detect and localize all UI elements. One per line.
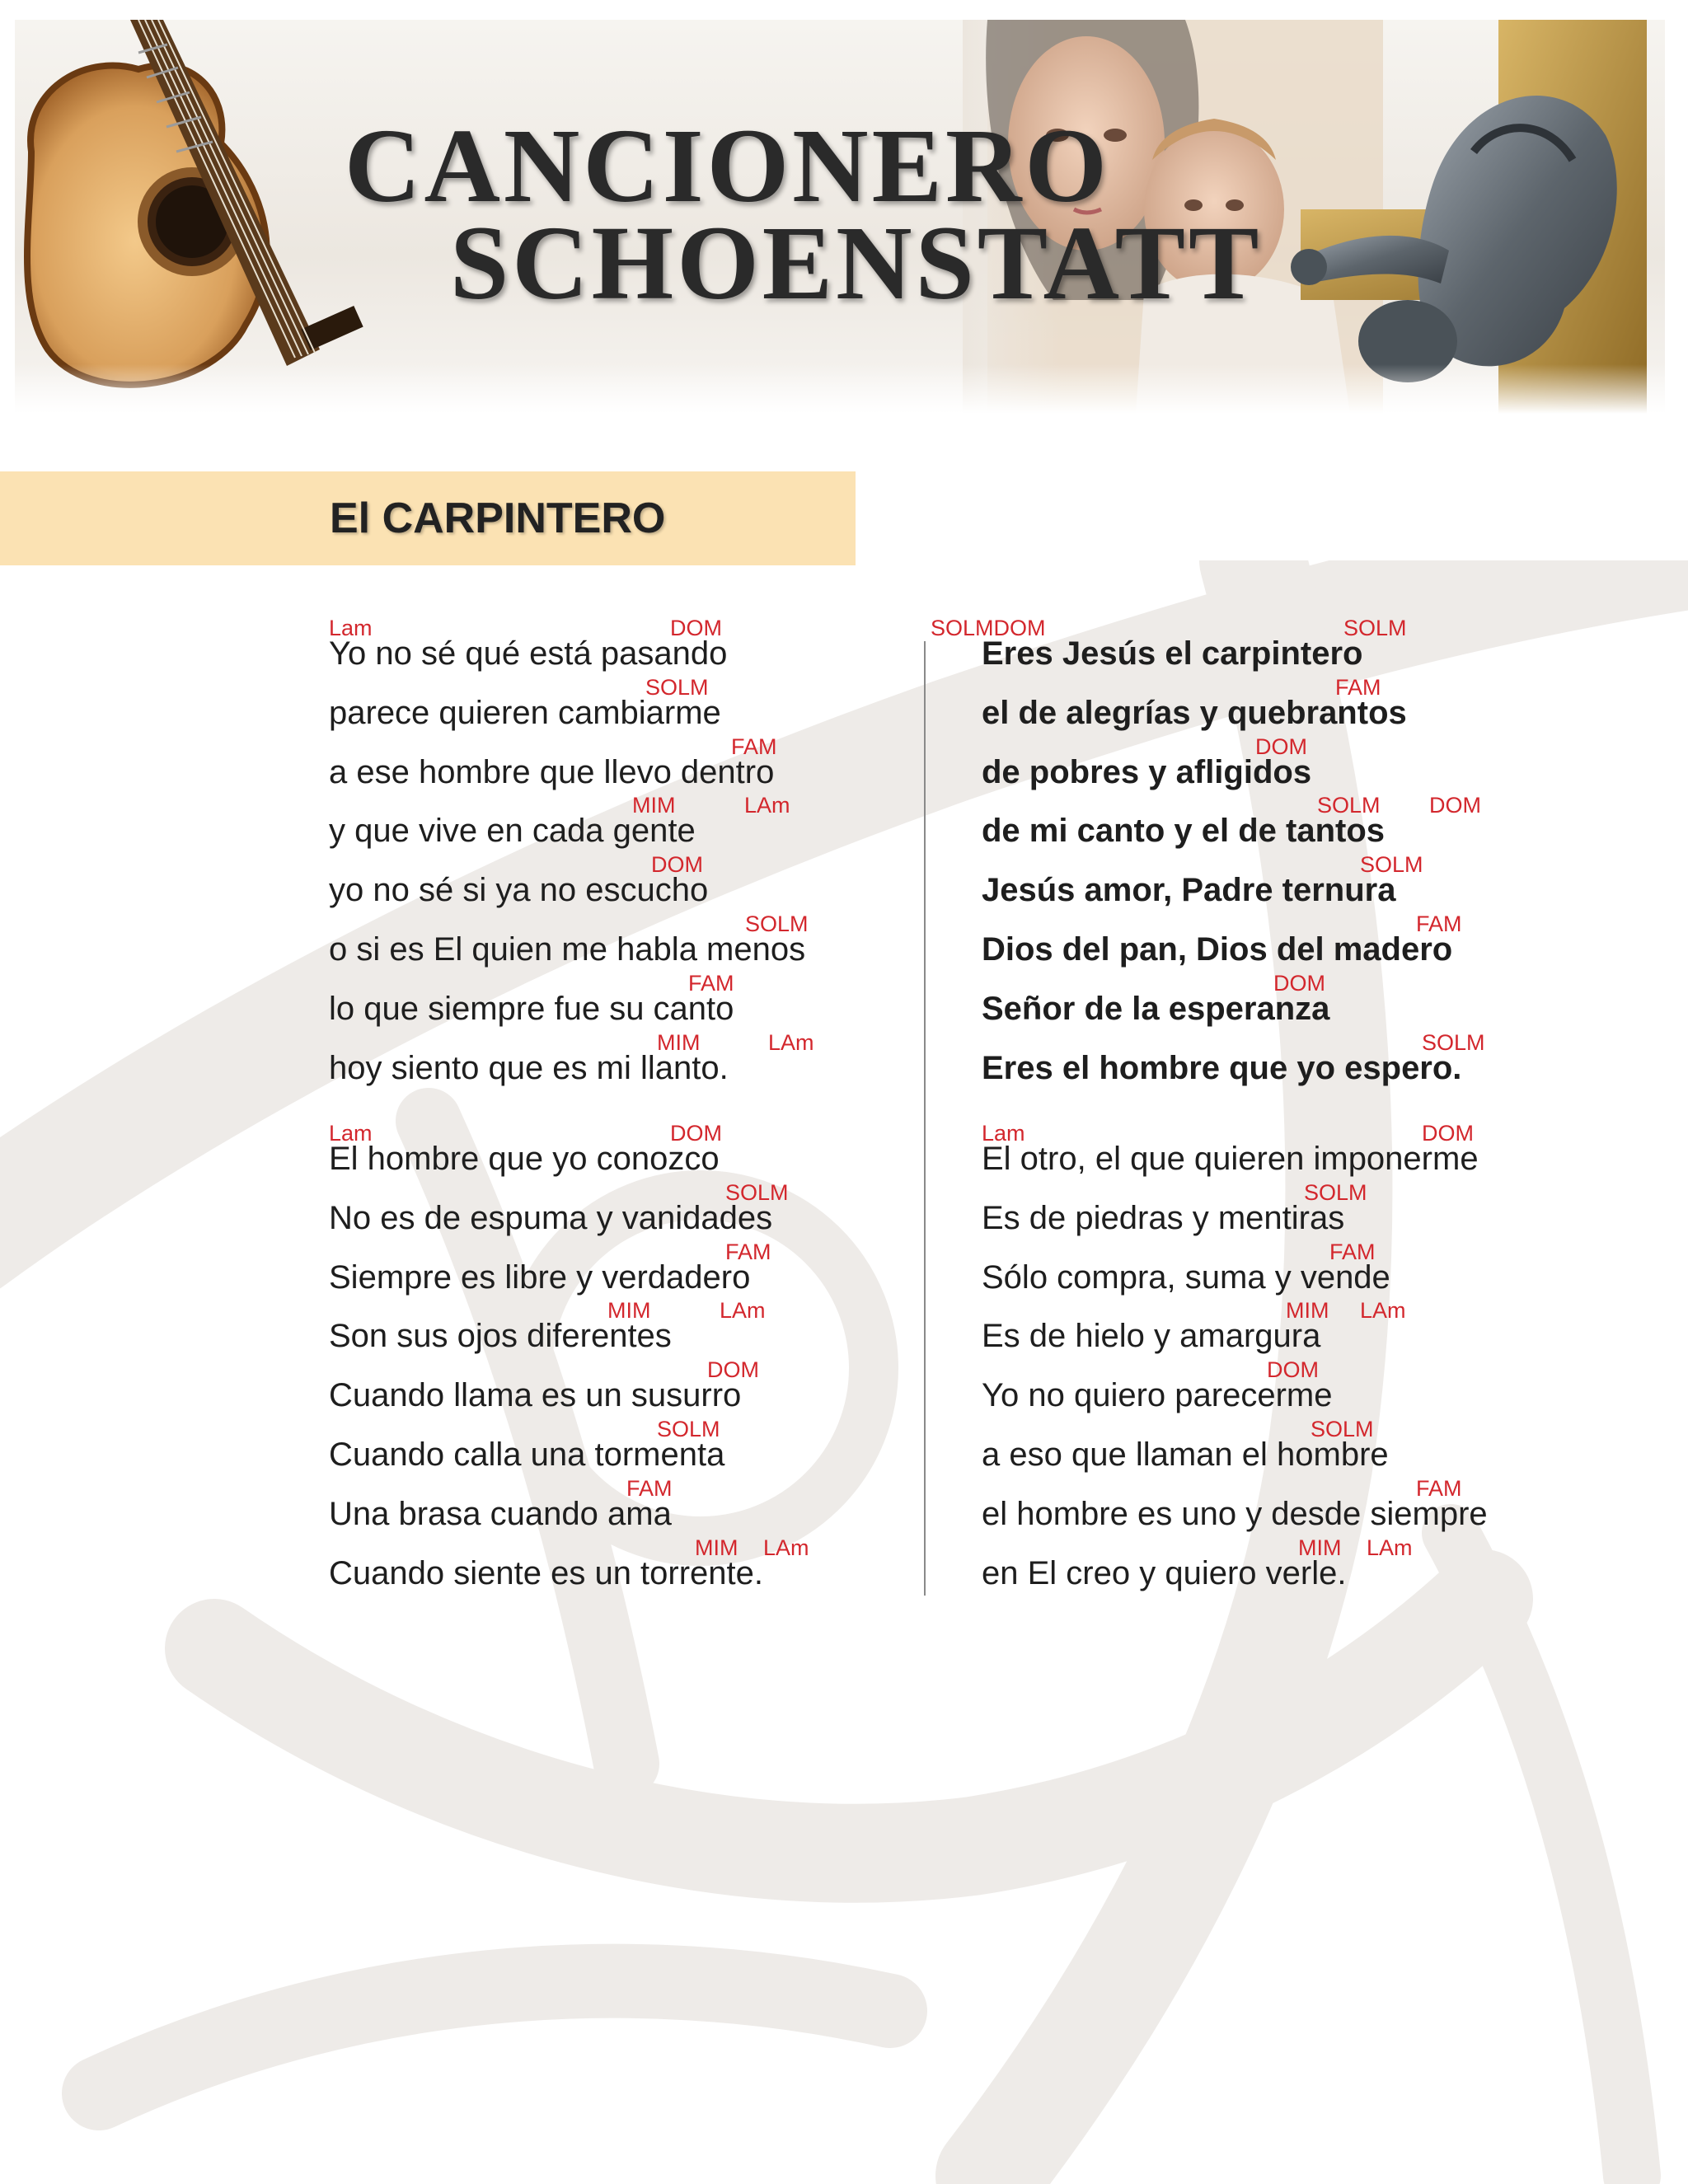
chord: LAm xyxy=(1367,1535,1413,1560)
lyric-text: Es de piedras y mentiras xyxy=(982,1199,1345,1236)
lyric-text: el hombre es uno y desde siempre xyxy=(982,1495,1488,1532)
chord: SOLM xyxy=(645,674,709,700)
lyric-text: o si es El quien me habla menos xyxy=(329,930,806,968)
song-title: El CARPINTERO xyxy=(330,494,666,542)
songbook-title-line2: SCHOENSTATT xyxy=(450,204,1263,321)
lyric-text: Sólo compra, suma y vende xyxy=(982,1258,1390,1296)
lyric-text: Yo no quiero parecerme xyxy=(982,1377,1333,1414)
lyric-text: Dios del pan, Dios del madero xyxy=(982,930,1453,968)
chord: Lam xyxy=(329,1121,373,1146)
chord: SOLM xyxy=(1360,852,1423,878)
lyric-text: en El creo y quiero verle. xyxy=(982,1554,1347,1591)
songbook-title-line1: CANCIONERO xyxy=(345,107,1110,224)
chord: FAM xyxy=(688,970,734,996)
chord: DOM xyxy=(1429,793,1481,818)
chord: MIM xyxy=(607,1298,651,1324)
chord: SOLM xyxy=(1422,1029,1485,1055)
chord: SOLM xyxy=(725,1179,789,1205)
chord: DOM xyxy=(1273,970,1325,996)
banner-fade xyxy=(15,364,1665,414)
lyric-text: Siempre es libre y verdadero xyxy=(329,1258,751,1296)
chord: DOM xyxy=(670,616,722,640)
lyric-text: Eres el hombre que yo espero. xyxy=(982,1049,1462,1086)
lyric-text: Cuando llama es un susurro xyxy=(329,1377,742,1414)
chord: LAm xyxy=(1360,1298,1406,1324)
lyric-text: el de alegrías y quebrantos xyxy=(982,694,1407,731)
guitar-image xyxy=(27,20,363,385)
chord: SOLM xyxy=(1343,616,1407,640)
chord: SOLM xyxy=(1304,1179,1367,1205)
lyric-text: de pobres y afligidos xyxy=(982,753,1312,790)
chord: MIM xyxy=(1298,1535,1342,1560)
chord: SOLM xyxy=(657,1416,720,1441)
chord: LAm xyxy=(768,1029,814,1055)
chord: MIM xyxy=(1286,1298,1329,1324)
songbook-title xyxy=(345,107,1263,321)
chord: SOLM xyxy=(745,911,809,936)
chord: MIM xyxy=(695,1535,738,1560)
song-title-bar xyxy=(0,471,856,565)
lyric-text: lo que siempre fue su canto xyxy=(329,990,734,1027)
lyric-text: hoy siento que es mi llanto. xyxy=(329,1049,729,1086)
chord: FAM xyxy=(1416,911,1462,936)
column-divider xyxy=(924,641,926,1596)
lyric-text: de mi canto y el de tantos xyxy=(982,813,1386,850)
lyric-text: El otro, el que quieren imponerme xyxy=(982,1141,1479,1177)
chord: SOLM xyxy=(1311,1416,1374,1441)
chord: LAm xyxy=(720,1298,766,1324)
lyric-text: yo no sé si ya no escucho xyxy=(329,872,709,909)
lyric-text: a ese hombre que llevo dentro xyxy=(329,753,775,790)
lyric-text: Señor de la esperanza xyxy=(982,990,1330,1027)
chord: FAM xyxy=(731,733,777,759)
chord: MIM xyxy=(657,1029,701,1055)
chord: FAM xyxy=(725,1239,771,1264)
chord: DOM xyxy=(1267,1357,1319,1383)
chord: FAM xyxy=(1329,1239,1376,1264)
chord: FAM xyxy=(1335,674,1381,700)
chord: FAM xyxy=(1416,1475,1462,1501)
lyric-text: Eres Jesús el carpintero xyxy=(982,635,1363,672)
chord: FAM xyxy=(626,1475,673,1501)
chord: Lam xyxy=(329,616,373,640)
lyric-text: y que vive en cada gente xyxy=(329,813,696,850)
chord: DOM xyxy=(651,852,703,878)
chord: DOM xyxy=(707,1357,759,1383)
lyric-text: parece quieren cambiarme xyxy=(329,694,721,731)
chord: DOM xyxy=(1422,1121,1474,1146)
chord: MIM xyxy=(632,793,676,818)
chord: DOM xyxy=(1255,733,1307,759)
lyric-text: Cuando calla una tormenta xyxy=(329,1436,725,1473)
lyric-text: Es de hielo y amargura xyxy=(982,1318,1321,1355)
chord: SOLM xyxy=(1317,793,1381,818)
lyric-text: Cuando siente es un torrente. xyxy=(329,1554,764,1591)
chord: SOLMDOM xyxy=(931,616,1046,640)
banner xyxy=(15,20,1665,414)
lyric-text: Yo no sé qué está pasando xyxy=(329,635,728,672)
lyric-text: Jesús amor, Padre ternura xyxy=(982,872,1396,909)
chord: Lam xyxy=(982,1121,1025,1146)
chord: LAm xyxy=(744,793,790,818)
lyric-text: Una brasa cuando ama xyxy=(329,1495,672,1532)
chord: LAm xyxy=(763,1535,809,1560)
lyric-text: El hombre que yo conozco xyxy=(329,1141,720,1177)
chord: DOM xyxy=(670,1121,722,1146)
lyric-text: Son sus ojos diferentes xyxy=(329,1318,672,1355)
lyric-text: No es de espuma y vanidades xyxy=(329,1199,773,1236)
lyric-text: a eso que llaman el hombre xyxy=(982,1436,1389,1473)
